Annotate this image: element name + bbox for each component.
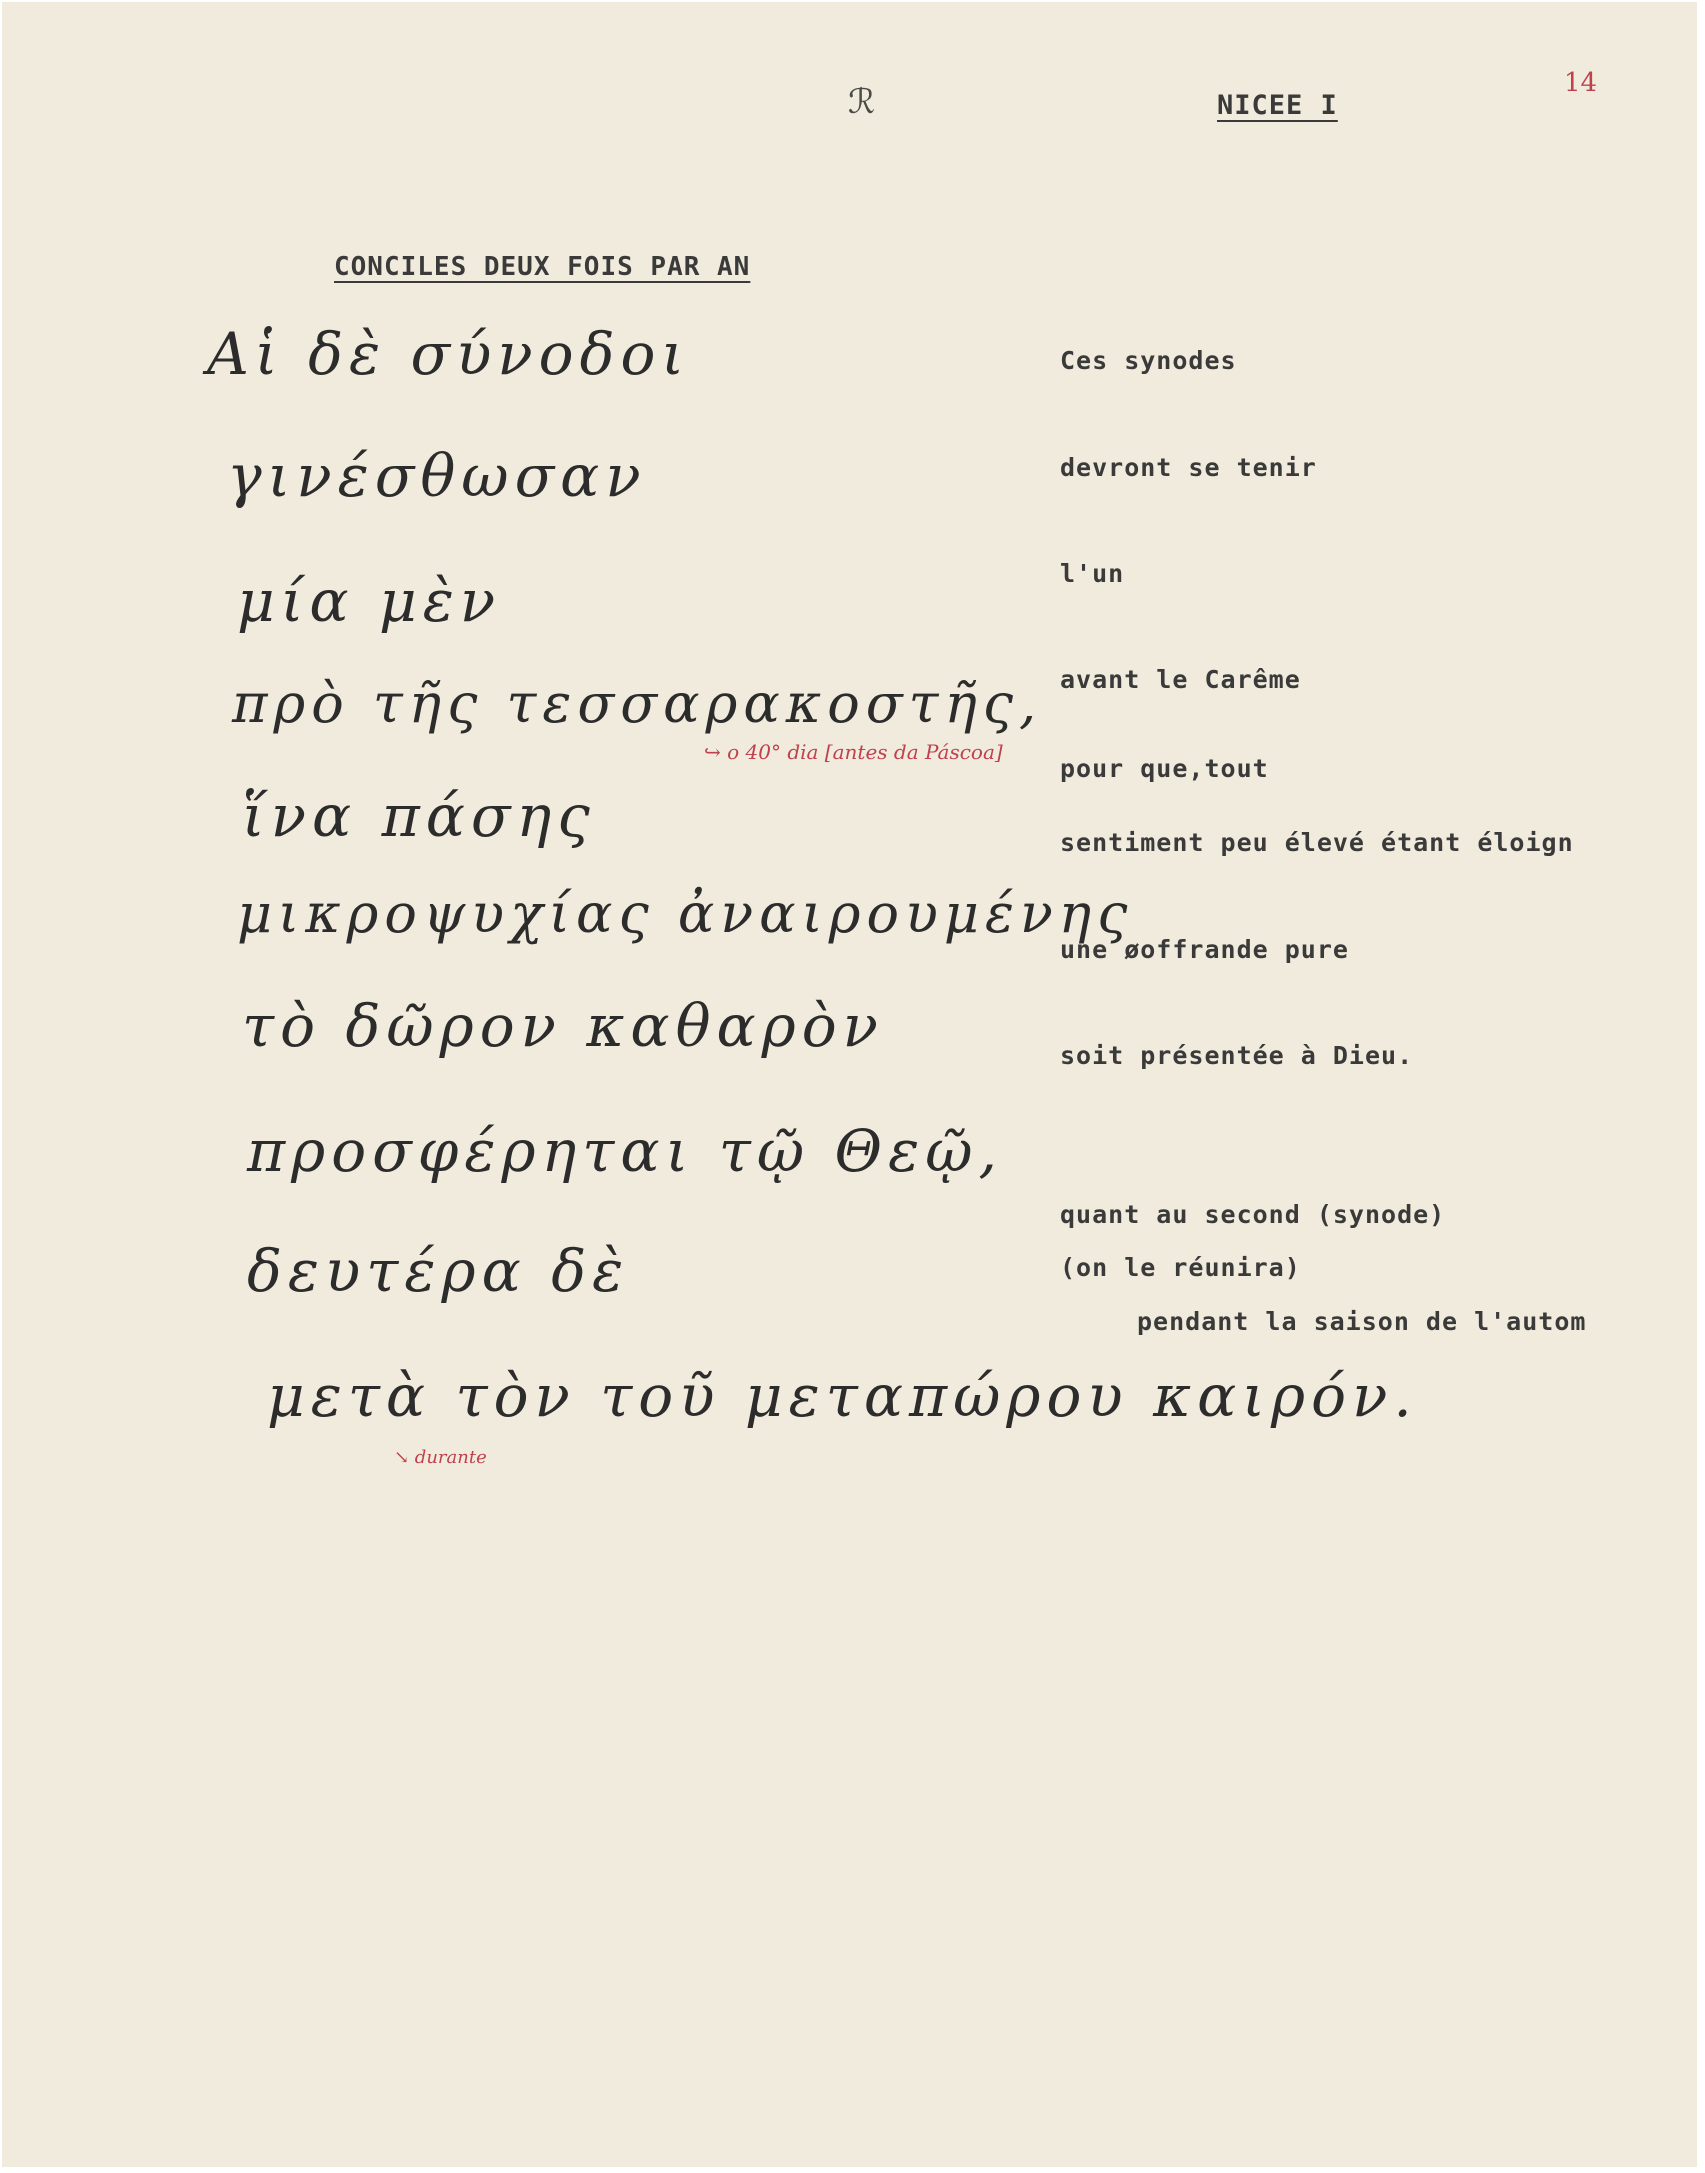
greek-line-9: δευτέρα δὲ: [247, 1237, 630, 1305]
header-mark: ℛ: [848, 82, 877, 122]
section-title: CONCILES DEUX FOIS PAR AN: [334, 252, 751, 282]
greek-line-8: προσφέρηται τῷ Θεῷ,: [247, 1117, 1003, 1185]
french-line-7: une øoffrande pure: [1060, 935, 1349, 964]
french-line-5: pour que,tout: [1060, 754, 1269, 783]
french-line-11: pendant la saison de l'autom: [1137, 1307, 1587, 1336]
greek-line-3: μία μὲν: [237, 567, 502, 635]
greek-line-5: ἵνα πάσης: [242, 782, 596, 850]
page-number: 14: [1564, 68, 1598, 98]
annotation-quaresma: ↪ o 40° dia [antes da Páscoa]: [704, 740, 1003, 764]
greek-line-7: τὸ δῶρον καθαρὸν: [242, 992, 884, 1060]
french-line-9: quant au second (synode): [1060, 1200, 1446, 1229]
french-line-6: sentiment peu élevé étant éloign: [1060, 828, 1574, 857]
greek-line-6: μικροψυχίας ἀναιρουμένης: [237, 882, 1134, 945]
annotation-durante: ↘ durante: [394, 1447, 487, 1468]
greek-line-10: μετὰ τὸν τοῦ μεταπώρου καιρόν.: [267, 1362, 1418, 1430]
french-line-8: soit présentée à Dieu.: [1060, 1041, 1414, 1070]
french-line-3: l'un: [1060, 559, 1125, 588]
greek-line-2: γινέσθωσαν: [227, 442, 647, 510]
french-line-1: Ces synodes: [1060, 346, 1237, 375]
french-line-4: avant le Carême: [1060, 665, 1301, 694]
french-line-10: (on le réunira): [1060, 1253, 1301, 1282]
french-line-2: devront se tenir: [1060, 453, 1317, 482]
greek-line-4: πρὸ τῆς τεσσαρακοστῆς,: [232, 672, 1043, 735]
greek-line-1: Αἱ δὲ σύνοδοι: [207, 320, 691, 388]
header-title: NICEE I: [1217, 90, 1338, 121]
